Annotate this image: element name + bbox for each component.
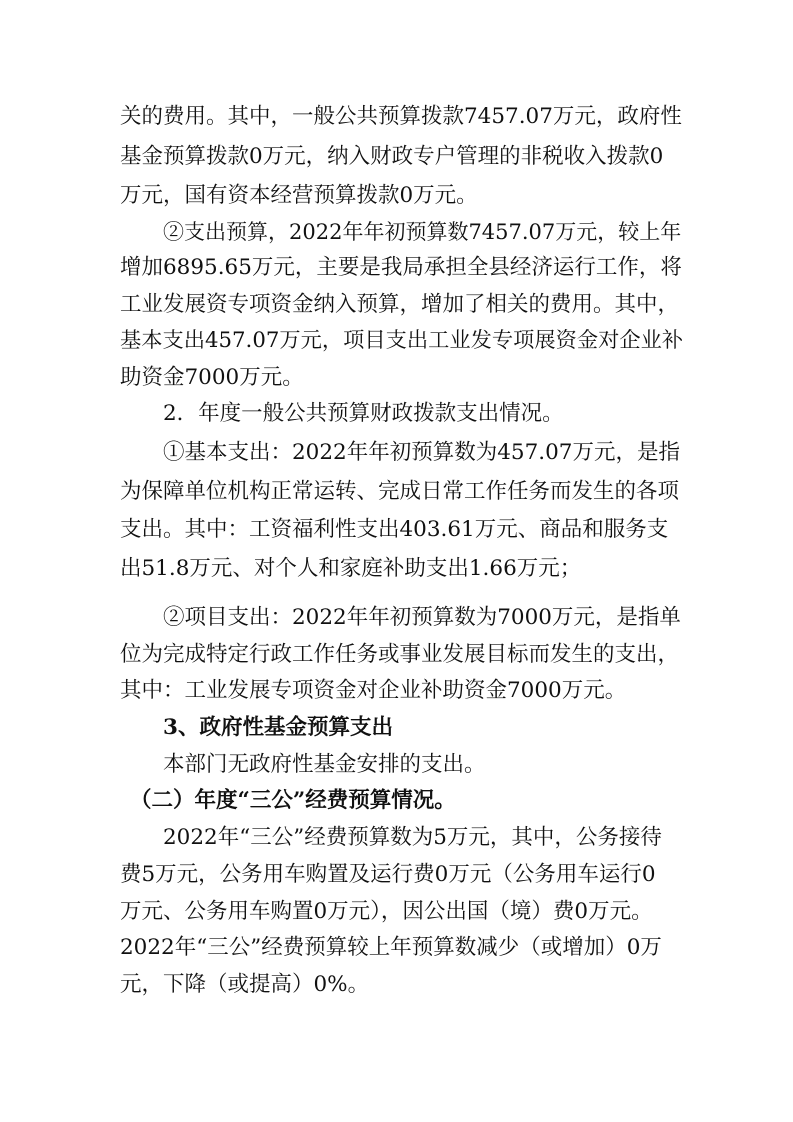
text-line: 增加6895.65万元，主要是我局承担全县经济运行工作，将 (120, 255, 682, 280)
text-line: ①基本支出：2022年年初预算数为457.07万元，是指 (163, 440, 680, 465)
text-line: 出51.8万元、对个人和家庭补助支出1.66万元； (120, 556, 582, 581)
text-line: 支出。其中：工资福利性支出403.61万元、商品和服务支 (120, 517, 669, 542)
text-line: 元，下降（或提高）0%。 (120, 972, 370, 997)
text-line: 2022年“三公”经费预算数为5万元，其中，公务接待 (163, 825, 662, 850)
text-line: 本部门无政府性基金安排的支出。 (163, 752, 486, 777)
section-heading: 2．年度一般公共预算财政拨款支出情况。 (163, 401, 564, 426)
text-line: 助资金7000万元。 (120, 365, 304, 390)
text-line: ②项目支出：2022年年初预算数为7000万元，是指单 (163, 605, 681, 630)
text-line: 为保障单位机构正常运转、完成日常工作任务而发生的各项 (120, 479, 680, 504)
section-heading: 3、政府性基金预算支出 (163, 715, 393, 740)
text-line: 费5万元，公务用车购置及运行费0万元（公务用车运行0 (120, 862, 656, 887)
text-line: 位为完成特定行政工作任务或事业发展目标而发生的支出， (120, 642, 680, 667)
text-line: 工业发展资专项资金纳入预算，增加了相关的费用。其中， (120, 292, 680, 317)
text-line: 万元、公务用车购置0万元），因公出国（境）费0万元。 (120, 899, 653, 924)
text-line: 关的费用。其中，一般公共预算拨款7457.07万元，政府性 (120, 104, 682, 129)
text-line: 基本支出457.07万元，项目支出工业发专项展资金对企业补 (120, 328, 684, 353)
text-line: 基金预算拨款0万元，纳入财政专户管理的非税收入拨款0 (120, 144, 664, 169)
section-heading: （二）年度“三公”经费预算情况。 (130, 788, 456, 813)
text-line: 万元，国有资本经营预算拨款0万元。 (120, 183, 478, 208)
text-line: 2022年“三公”经费预算较上年预算数减少（或增加）0万 (120, 935, 662, 960)
text-line: ②支出预算，2022年年初预算数7457.07万元，较上年 (163, 220, 682, 244)
text-line: 其中：工业发展专项资金对企业补助资金7000万元。 (120, 678, 627, 703)
